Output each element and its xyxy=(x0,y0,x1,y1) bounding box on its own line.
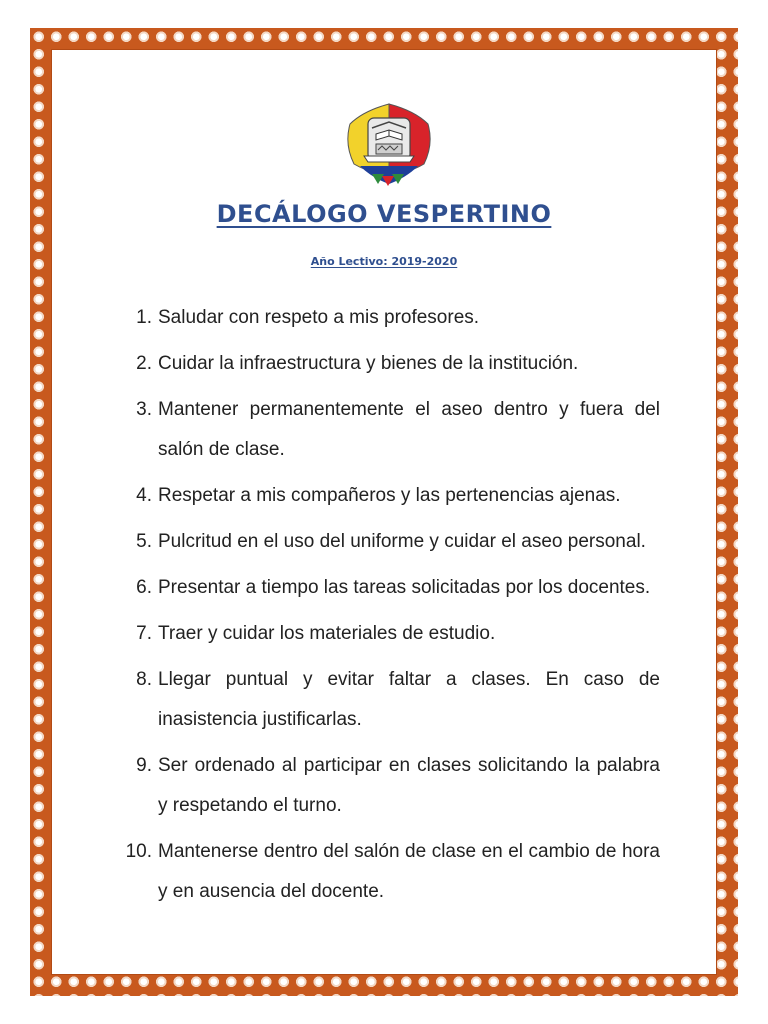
decalogue-list xyxy=(100,298,660,918)
page-title: DECÁLOGO VESPERTINO xyxy=(216,200,552,228)
school-shield-crest-icon xyxy=(342,100,436,188)
list-item xyxy=(100,298,660,338)
item-number: 3. xyxy=(136,399,152,420)
list-item xyxy=(100,660,660,740)
list-item xyxy=(100,832,660,912)
item-number: 9. xyxy=(136,755,152,776)
list-item xyxy=(100,746,660,826)
item-number: 6. xyxy=(136,577,152,598)
list-item xyxy=(100,568,660,608)
item-text: Mantenerse dentro del salón de clase en el cambio de hora y en ausencia del docente. xyxy=(158,841,660,902)
item-number: 1. xyxy=(136,307,152,328)
item-text: Ser ordenado al participar en clases solicitando la palabra y respetando el turno. xyxy=(158,755,660,816)
list-item xyxy=(100,390,660,470)
item-number: 10. xyxy=(125,841,152,862)
item-text: Mantener permanentemente el aseo dentro y fuera del salón de clase. xyxy=(158,399,660,460)
item-text: Traer y cuidar los materiales de estudio. xyxy=(158,623,496,644)
list-item xyxy=(100,614,660,654)
list-item xyxy=(100,476,660,516)
item-number: 7. xyxy=(136,623,152,644)
item-text: Cuidar la infraestructura y bienes de la institución. xyxy=(158,353,579,374)
item-text: Presentar a tiempo las tareas solicitadas por los docentes. xyxy=(158,577,651,598)
item-number: 8. xyxy=(136,669,152,690)
item-number: 2. xyxy=(136,353,152,374)
item-text: Respetar a mis compañeros y las pertenencias ajenas. xyxy=(158,485,621,506)
item-text: Llegar puntual y evitar faltar a clases. En caso de inasistencia justificarlas. xyxy=(158,669,660,730)
item-number: 5. xyxy=(136,531,152,552)
school-year-subtitle: Año Lectivo: 2019-2020 xyxy=(310,255,458,268)
item-text: Pulcritud en el uso del uniforme y cuidar el aseo personal. xyxy=(158,531,646,552)
list-item xyxy=(100,344,660,384)
item-text: Saludar con respeto a mis profesores. xyxy=(158,307,480,328)
list-item xyxy=(100,522,660,562)
item-number: 4. xyxy=(136,485,152,506)
